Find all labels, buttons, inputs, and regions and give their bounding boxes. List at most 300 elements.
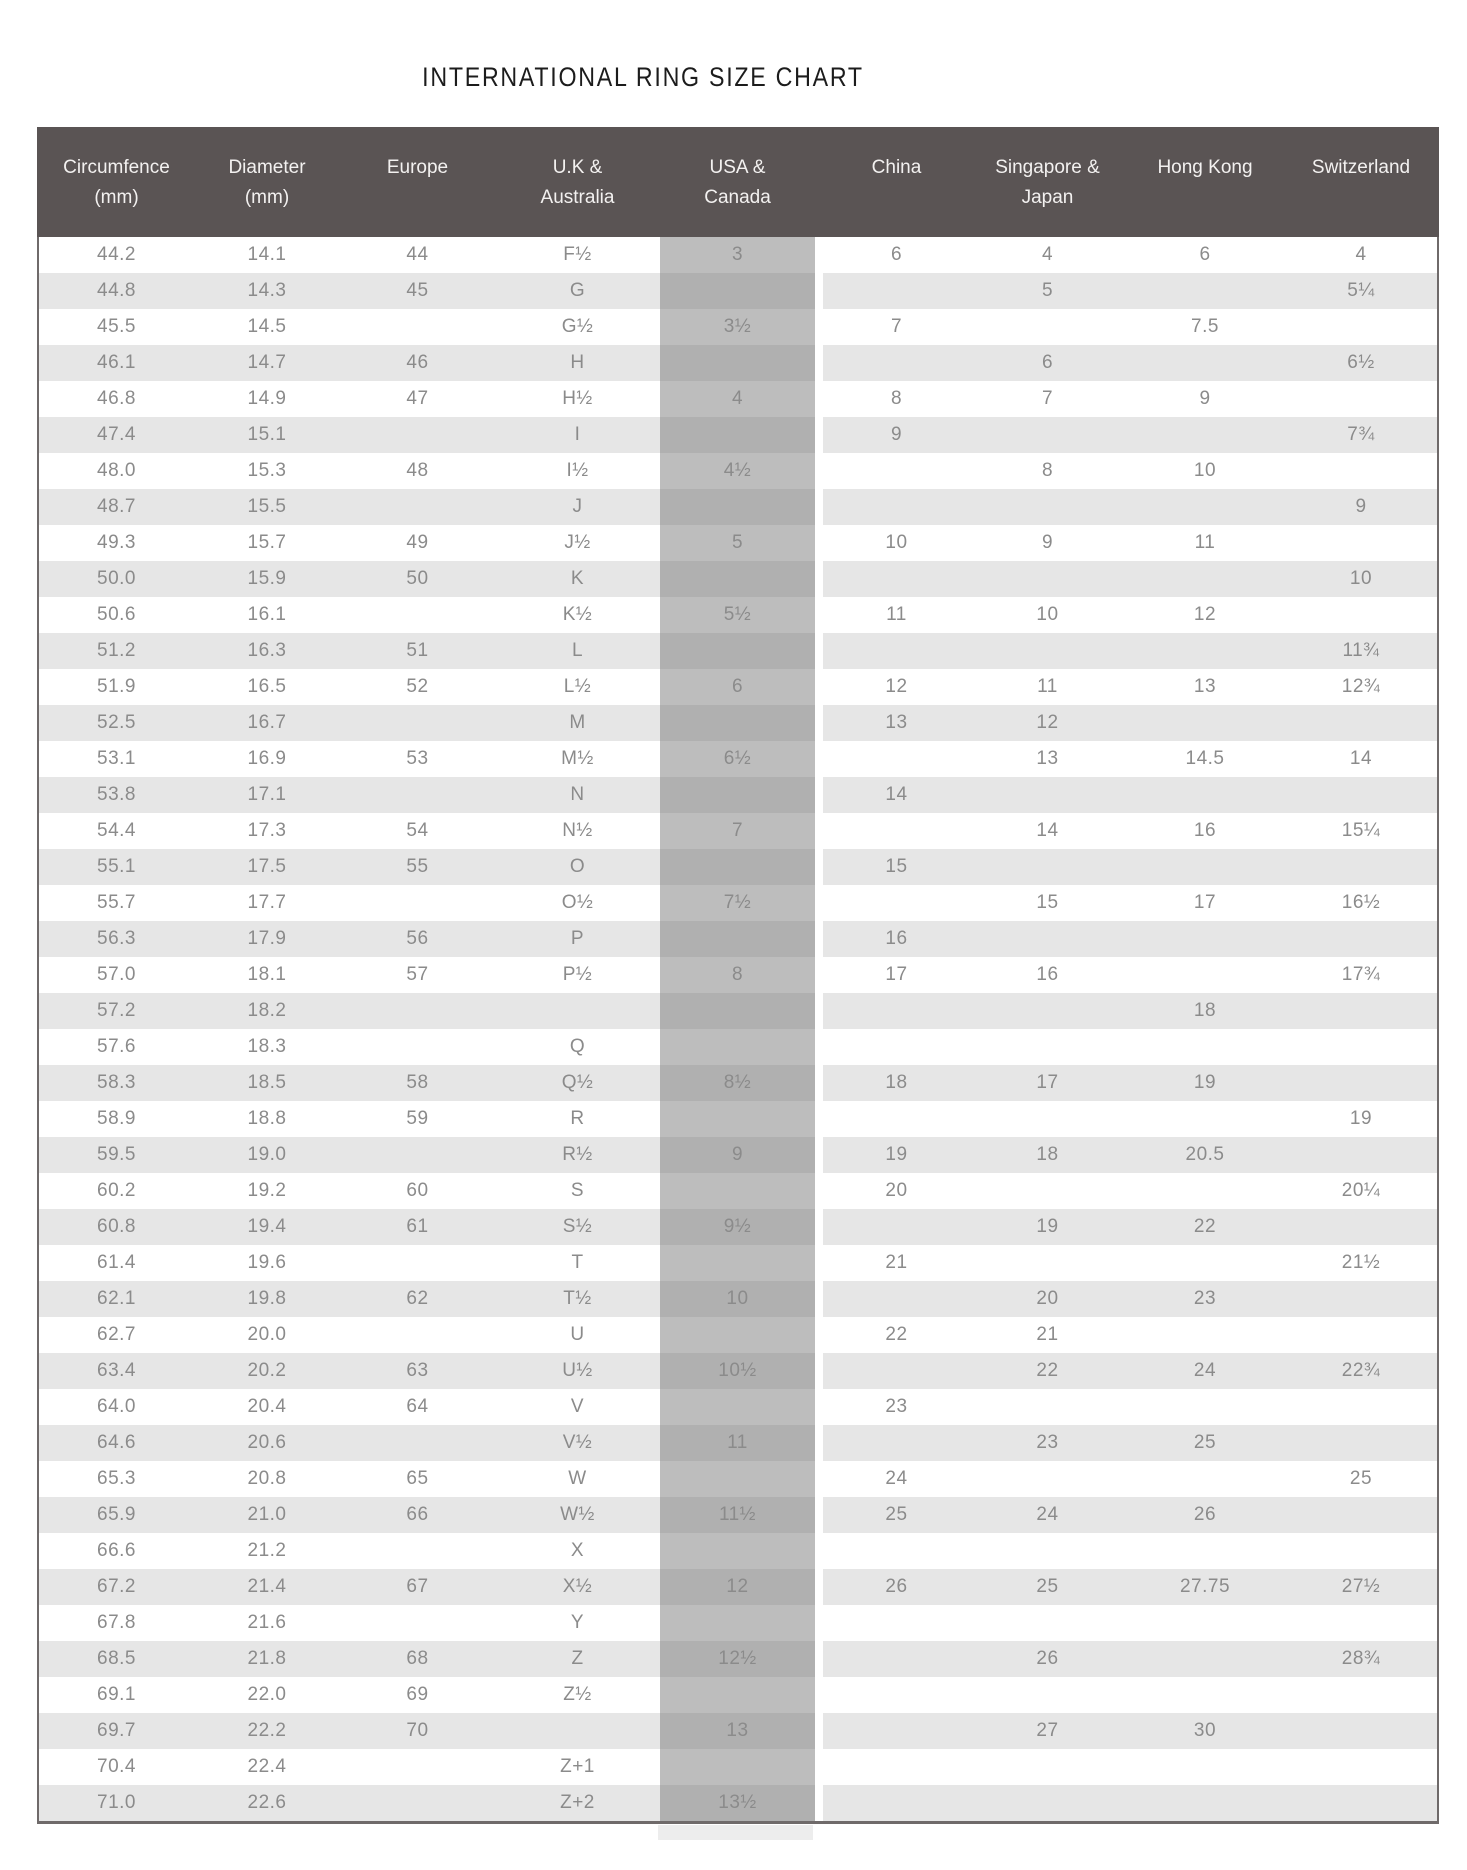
cell-singapore-japan: 11: [970, 669, 1125, 705]
cell-uk-australia: U: [495, 1317, 660, 1353]
cell-diameter-mm: 15.9: [194, 561, 340, 597]
cell-singapore-japan: 26: [970, 1641, 1125, 1677]
cell-europe: 54: [340, 813, 495, 849]
cell-diameter-mm: 21.4: [194, 1569, 340, 1605]
table-row: [39, 813, 1437, 849]
table-row: [39, 1641, 1437, 1677]
cell-singapore-japan: [970, 1029, 1125, 1065]
column-gap: [815, 633, 823, 669]
cell-circumference-mm: 54.4: [39, 813, 194, 849]
cell-hong-kong: [1125, 561, 1285, 597]
cell-singapore-japan: 24: [970, 1497, 1125, 1533]
cell-diameter-mm: 18.5: [194, 1065, 340, 1101]
cell-uk-australia: X½: [495, 1569, 660, 1605]
table-row: [39, 489, 1437, 525]
column-gap: [815, 453, 823, 489]
table-row: [39, 1353, 1437, 1389]
column-header-usa-canada: USA & Canada: [704, 157, 771, 208]
column-gap: [815, 1317, 823, 1353]
cell-diameter-mm: 20.0: [194, 1317, 340, 1353]
cell-uk-australia: G½: [495, 309, 660, 345]
column-gap: [815, 597, 823, 633]
cell-circumference-mm: 53.8: [39, 777, 194, 813]
cell-diameter-mm: 22.0: [194, 1677, 340, 1713]
cell-circumference-mm: 66.6: [39, 1533, 194, 1569]
cell-china: [823, 1785, 970, 1821]
cell-europe: 65: [340, 1461, 495, 1497]
table-row: [39, 345, 1437, 381]
cell-singapore-japan: [970, 1749, 1125, 1785]
cell-uk-australia: I: [495, 417, 660, 453]
cell-uk-australia: G: [495, 273, 660, 309]
table-row: [39, 453, 1437, 489]
column-gap: [815, 1029, 823, 1065]
cell-europe: [340, 885, 495, 921]
cell-circumference-mm: 47.4: [39, 417, 194, 453]
cell-singapore-japan: 27: [970, 1713, 1125, 1749]
cell-europe: 57: [340, 957, 495, 993]
cell-switzerland: [1285, 381, 1437, 417]
column-gap: [815, 309, 823, 345]
column-gap: [815, 1425, 823, 1461]
cell-switzerland: [1285, 1713, 1437, 1749]
cell-diameter-mm: 16.3: [194, 633, 340, 669]
cell-switzerland: [1285, 1533, 1437, 1569]
cell-switzerland: [1285, 1281, 1437, 1317]
table-row: [39, 1425, 1437, 1461]
cell-diameter-mm: 15.7: [194, 525, 340, 561]
cell-hong-kong: [1125, 1245, 1285, 1281]
cell-europe: [340, 417, 495, 453]
cell-uk-australia: U½: [495, 1353, 660, 1389]
cell-usa-canada: [660, 273, 815, 309]
cell-china: 14: [823, 777, 970, 813]
cell-singapore-japan: [970, 1785, 1125, 1821]
cell-china: [823, 741, 970, 777]
column-header-circumference-mm: Circumfence (mm): [63, 157, 170, 208]
cell-china: [823, 1533, 970, 1569]
column-gap: [815, 1245, 823, 1281]
cell-circumference-mm: 50.6: [39, 597, 194, 633]
cell-europe: 64: [340, 1389, 495, 1425]
cell-hong-kong: [1125, 1317, 1285, 1353]
column-gap: [815, 777, 823, 813]
cell-china: [823, 993, 970, 1029]
cell-diameter-mm: 22.4: [194, 1749, 340, 1785]
table-row: [39, 381, 1437, 417]
cell-uk-australia: P: [495, 921, 660, 957]
cell-hong-kong: 12: [1125, 597, 1285, 633]
cell-hong-kong: [1125, 921, 1285, 957]
cell-circumference-mm: 64.0: [39, 1389, 194, 1425]
cell-usa-canada: [660, 1029, 815, 1065]
column-gap: [815, 1533, 823, 1569]
cell-switzerland: 10: [1285, 561, 1437, 597]
cell-circumference-mm: 60.2: [39, 1173, 194, 1209]
cell-uk-australia: I½: [495, 453, 660, 489]
cell-uk-australia: Z: [495, 1641, 660, 1677]
cell-singapore-japan: 7: [970, 381, 1125, 417]
cell-usa-canada: 4½: [660, 453, 815, 489]
table-row: [39, 669, 1437, 705]
cell-usa-canada: [660, 417, 815, 453]
cell-circumference-mm: 56.3: [39, 921, 194, 957]
column-gap: [815, 273, 823, 309]
column-gap: [815, 849, 823, 885]
cell-china: [823, 1101, 970, 1137]
cell-diameter-mm: 17.1: [194, 777, 340, 813]
cell-diameter-mm: 18.2: [194, 993, 340, 1029]
column-gap: [815, 1605, 823, 1641]
table-row: [39, 741, 1437, 777]
cell-hong-kong: 7.5: [1125, 309, 1285, 345]
cell-europe: [340, 1605, 495, 1641]
cell-switzerland: 9: [1285, 489, 1437, 525]
cell-uk-australia: W½: [495, 1497, 660, 1533]
cell-europe: 61: [340, 1209, 495, 1245]
cell-hong-kong: [1125, 1029, 1285, 1065]
cell-china: 23: [823, 1389, 970, 1425]
table-row: [39, 849, 1437, 885]
cell-usa-canada: 12: [660, 1569, 815, 1605]
table-row: [39, 1317, 1437, 1353]
cell-china: 19: [823, 1137, 970, 1173]
column-gap: [815, 1353, 823, 1389]
column-gap: [815, 237, 823, 273]
cell-china: 8: [823, 381, 970, 417]
cell-uk-australia: L½: [495, 669, 660, 705]
cell-china: 20: [823, 1173, 970, 1209]
cell-uk-australia: W: [495, 1461, 660, 1497]
table-row: [39, 1173, 1437, 1209]
cell-hong-kong: 14.5: [1125, 741, 1285, 777]
cell-europe: 46: [340, 345, 495, 381]
table-row: [39, 1605, 1437, 1641]
cell-switzerland: [1285, 1137, 1437, 1173]
cell-switzerland: 14: [1285, 741, 1437, 777]
cell-china: [823, 1353, 970, 1389]
cell-singapore-japan: [970, 1605, 1125, 1641]
cell-singapore-japan: [970, 1245, 1125, 1281]
cell-uk-australia: V: [495, 1389, 660, 1425]
cell-china: 26: [823, 1569, 970, 1605]
cell-switzerland: 12¾: [1285, 669, 1437, 705]
cell-usa-canada: [660, 1749, 815, 1785]
cell-circumference-mm: 48.7: [39, 489, 194, 525]
cell-diameter-mm: 14.7: [194, 345, 340, 381]
cell-usa-canada: 9: [660, 1137, 815, 1173]
cell-usa-canada: [660, 1101, 815, 1137]
cell-singapore-japan: 22: [970, 1353, 1125, 1389]
cell-switzerland: 28¾: [1285, 1641, 1437, 1677]
cell-uk-australia: Z+2: [495, 1785, 660, 1821]
cell-hong-kong: [1125, 705, 1285, 741]
table-row: [39, 1497, 1437, 1533]
cell-diameter-mm: 21.0: [194, 1497, 340, 1533]
cell-diameter-mm: 16.1: [194, 597, 340, 633]
cell-hong-kong: 22: [1125, 1209, 1285, 1245]
table-row: [39, 885, 1437, 921]
cell-europe: [340, 777, 495, 813]
column-header-switzerland: Switzerland: [1311, 157, 1411, 178]
cell-hong-kong: 18: [1125, 993, 1285, 1029]
cell-switzerland: 5¼: [1285, 273, 1437, 309]
cell-diameter-mm: 21.2: [194, 1533, 340, 1569]
column-gap: [815, 1065, 823, 1101]
cell-singapore-japan: 16: [970, 957, 1125, 993]
cell-hong-kong: 19: [1125, 1065, 1285, 1101]
cell-diameter-mm: 20.2: [194, 1353, 340, 1389]
column-gap: [815, 1713, 823, 1749]
cell-circumference-mm: 62.7: [39, 1317, 194, 1353]
cell-europe: [340, 1533, 495, 1569]
cell-usa-canada: 5: [660, 525, 815, 561]
cell-usa-canada: [660, 1245, 815, 1281]
cell-uk-australia: T: [495, 1245, 660, 1281]
header-row: [37, 127, 1439, 237]
cell-china: 10: [823, 525, 970, 561]
cell-europe: 63: [340, 1353, 495, 1389]
column-gap: [815, 1569, 823, 1605]
cell-uk-australia: V½: [495, 1425, 660, 1461]
table-row: [39, 1209, 1437, 1245]
cell-china: [823, 1749, 970, 1785]
cell-usa-canada: [660, 1389, 815, 1425]
cell-usa-canada: [660, 1461, 815, 1497]
cell-hong-kong: [1125, 1749, 1285, 1785]
cell-europe: [340, 1749, 495, 1785]
cell-usa-canada: [660, 1317, 815, 1353]
cell-circumference-mm: 55.7: [39, 885, 194, 921]
cell-switzerland: [1285, 921, 1437, 957]
table-row: [39, 1677, 1437, 1713]
cell-europe: [340, 1245, 495, 1281]
table-row: [39, 597, 1437, 633]
cell-hong-kong: [1125, 849, 1285, 885]
cell-diameter-mm: 15.3: [194, 453, 340, 489]
cell-switzerland: [1285, 1497, 1437, 1533]
cell-diameter-mm: 15.1: [194, 417, 340, 453]
cell-europe: 59: [340, 1101, 495, 1137]
cell-china: 12: [823, 669, 970, 705]
cell-europe: [340, 1785, 495, 1821]
cell-diameter-mm: 14.5: [194, 309, 340, 345]
table-row: [39, 777, 1437, 813]
cell-circumference-mm: 67.8: [39, 1605, 194, 1641]
cell-europe: 58: [340, 1065, 495, 1101]
cell-singapore-japan: [970, 993, 1125, 1029]
cell-hong-kong: [1125, 633, 1285, 669]
cell-usa-canada: 11½: [660, 1497, 815, 1533]
cell-hong-kong: 17: [1125, 885, 1285, 921]
table-row: [39, 633, 1437, 669]
cell-usa-canada: 7: [660, 813, 815, 849]
cell-circumference-mm: 55.1: [39, 849, 194, 885]
cell-europe: [340, 597, 495, 633]
column-gap: [815, 1281, 823, 1317]
column-gap: [815, 1749, 823, 1785]
cell-switzerland: [1285, 1317, 1437, 1353]
cell-diameter-mm: 14.3: [194, 273, 340, 309]
cell-hong-kong: [1125, 489, 1285, 525]
cell-china: [823, 1281, 970, 1317]
cell-switzerland: [1285, 777, 1437, 813]
cell-switzerland: 19: [1285, 1101, 1437, 1137]
cell-diameter-mm: 18.8: [194, 1101, 340, 1137]
column-header-singapore-japan: Singapore & Japan: [995, 157, 1100, 208]
cell-singapore-japan: [970, 1389, 1125, 1425]
column-gap: [815, 345, 823, 381]
cell-usa-canada: [660, 777, 815, 813]
cell-usa-canada: [660, 849, 815, 885]
cell-circumference-mm: 63.4: [39, 1353, 194, 1389]
table-row: [39, 561, 1437, 597]
column-gap: [815, 921, 823, 957]
cell-usa-canada: 11: [660, 1425, 815, 1461]
cell-singapore-japan: 4: [970, 237, 1125, 273]
column-gap: [815, 705, 823, 741]
cell-diameter-mm: 16.5: [194, 669, 340, 705]
cell-singapore-japan: 9: [970, 525, 1125, 561]
cell-usa-canada: [660, 489, 815, 525]
table-body: [39, 237, 1437, 1821]
cell-hong-kong: 9: [1125, 381, 1285, 417]
cell-circumference-mm: 71.0: [39, 1785, 194, 1821]
column-gap: [815, 561, 823, 597]
cell-uk-australia: H: [495, 345, 660, 381]
cell-hong-kong: 10: [1125, 453, 1285, 489]
table-row: [39, 1065, 1437, 1101]
cell-singapore-japan: 23: [970, 1425, 1125, 1461]
cell-diameter-mm: 19.6: [194, 1245, 340, 1281]
cell-singapore-japan: 5: [970, 273, 1125, 309]
cell-uk-australia: [495, 993, 660, 1029]
cell-circumference-mm: 51.9: [39, 669, 194, 705]
cell-europe: [340, 489, 495, 525]
cell-switzerland: [1285, 1749, 1437, 1785]
cell-circumference-mm: 69.1: [39, 1677, 194, 1713]
cell-switzerland: 20¼: [1285, 1173, 1437, 1209]
cell-uk-australia: K: [495, 561, 660, 597]
cell-hong-kong: 20.5: [1125, 1137, 1285, 1173]
cell-hong-kong: 24: [1125, 1353, 1285, 1389]
cell-uk-australia: K½: [495, 597, 660, 633]
cell-uk-australia: L: [495, 633, 660, 669]
cell-europe: 50: [340, 561, 495, 597]
cell-uk-australia: M½: [495, 741, 660, 777]
cell-circumference-mm: 62.1: [39, 1281, 194, 1317]
cell-diameter-mm: 14.1: [194, 237, 340, 273]
cell-singapore-japan: 25: [970, 1569, 1125, 1605]
cell-hong-kong: [1125, 345, 1285, 381]
cell-switzerland: [1285, 1209, 1437, 1245]
cell-usa-canada: [660, 345, 815, 381]
cell-china: [823, 1425, 970, 1461]
cell-circumference-mm: 44.8: [39, 273, 194, 309]
cell-circumference-mm: 59.5: [39, 1137, 194, 1173]
cell-usa-canada: 3½: [660, 309, 815, 345]
cell-china: 7: [823, 309, 970, 345]
cell-usa-canada: 10½: [660, 1353, 815, 1389]
table-row: [39, 1713, 1437, 1749]
cell-uk-australia: N½: [495, 813, 660, 849]
cell-usa-canada: 8: [660, 957, 815, 993]
column-gap: [815, 1497, 823, 1533]
cell-uk-australia: S½: [495, 1209, 660, 1245]
cell-usa-canada: 7½: [660, 885, 815, 921]
cell-circumference-mm: 57.2: [39, 993, 194, 1029]
table-row: [39, 417, 1437, 453]
cell-switzerland: [1285, 1065, 1437, 1101]
table-row: [39, 1533, 1437, 1569]
column-gap: [815, 957, 823, 993]
cell-china: 18: [823, 1065, 970, 1101]
column-gap: [815, 1677, 823, 1713]
cell-uk-australia: O½: [495, 885, 660, 921]
cell-uk-australia: X: [495, 1533, 660, 1569]
cell-hong-kong: 13: [1125, 669, 1285, 705]
cell-hong-kong: 30: [1125, 1713, 1285, 1749]
cell-china: [823, 489, 970, 525]
cell-singapore-japan: [970, 561, 1125, 597]
cell-singapore-japan: 18: [970, 1137, 1125, 1173]
column-gap: [815, 1389, 823, 1425]
ring-size-table: [37, 127, 1439, 1824]
cell-switzerland: 11¾: [1285, 633, 1437, 669]
cell-uk-australia: Z½: [495, 1677, 660, 1713]
cell-switzerland: 27½: [1285, 1569, 1437, 1605]
cell-singapore-japan: 15: [970, 885, 1125, 921]
cell-hong-kong: [1125, 273, 1285, 309]
cell-uk-australia: R: [495, 1101, 660, 1137]
cell-china: [823, 1209, 970, 1245]
cell-diameter-mm: 21.6: [194, 1605, 340, 1641]
cell-europe: [340, 1029, 495, 1065]
cell-usa-canada: [660, 1677, 815, 1713]
cell-usa-canada: 3: [660, 237, 815, 273]
cell-usa-canada: 9½: [660, 1209, 815, 1245]
cell-china: 13: [823, 705, 970, 741]
cell-singapore-japan: [970, 1677, 1125, 1713]
cell-china: 25: [823, 1497, 970, 1533]
column-gap: [815, 1461, 823, 1497]
cell-europe: [340, 993, 495, 1029]
cell-usa-canada: [660, 705, 815, 741]
cell-usa-canada: 6½: [660, 741, 815, 777]
cell-circumference-mm: 49.3: [39, 525, 194, 561]
cell-usa-canada: [660, 921, 815, 957]
table-row: [39, 1029, 1437, 1065]
cell-circumference-mm: 57.6: [39, 1029, 194, 1065]
cell-europe: [340, 309, 495, 345]
column-header-uk-australia: U.K & Australia: [540, 157, 615, 208]
cell-uk-australia: N: [495, 777, 660, 813]
cell-switzerland: [1285, 1425, 1437, 1461]
table-row: [39, 957, 1437, 993]
cell-uk-australia: Q½: [495, 1065, 660, 1101]
cell-diameter-mm: 17.3: [194, 813, 340, 849]
cell-china: [823, 1641, 970, 1677]
cell-hong-kong: 16: [1125, 813, 1285, 849]
cell-diameter-mm: 20.4: [194, 1389, 340, 1425]
column-gap: [815, 525, 823, 561]
cell-uk-australia: Q: [495, 1029, 660, 1065]
cell-singapore-japan: 14: [970, 813, 1125, 849]
cell-diameter-mm: 15.5: [194, 489, 340, 525]
table-row: [39, 309, 1437, 345]
cell-singapore-japan: [970, 921, 1125, 957]
cell-switzerland: [1285, 453, 1437, 489]
